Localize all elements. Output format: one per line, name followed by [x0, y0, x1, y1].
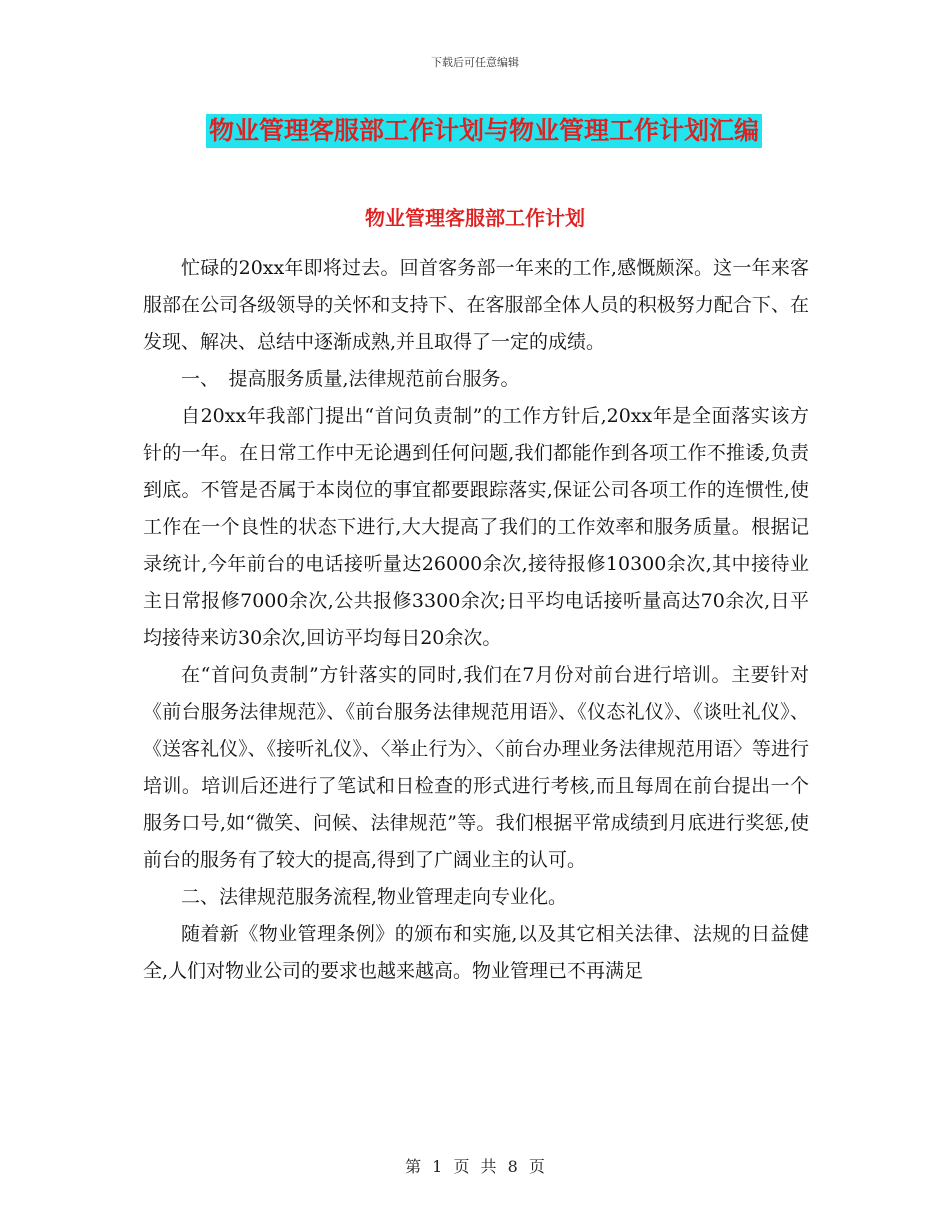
section-title: 物业管理客服部工作计划 [365, 206, 585, 230]
document-body [143, 250, 809, 990]
paragraph: 二、法律规范服务流程,物业管理走向专业化。 [181, 886, 568, 908]
paragraph: 忙碌的20xx年即将过去。回首客务部一年来的工作,感慨颇深。这一年来客服部在公司各级领导的关怀和支持下、在客服部全体人员的积极努力配合下、在发现、解决、总结中逐渐成熟,并且取得了一定的成绩。 [143, 257, 809, 353]
header-note: 下载后可任意编辑 [431, 56, 519, 69]
paragraph: 随着新《物业管理条例》的颁布和实施,以及其它相关法律、法规的日益健全,人们对物业公司的要求也越来越高。物业管理已不再满足 [143, 923, 809, 982]
paragraph: 一、 提高服务质量,法律规范前台服务。 [181, 368, 520, 390]
document-main-title: 物业管理客服部工作计划与物业管理工作计划汇编 [206, 114, 762, 148]
page-number-footer: 第 1 页 共 8 页 [405, 1157, 545, 1176]
paragraph: 在“首问负责制”方针落实的同时,我们在7月份对前台进行培训。主要针对《前台服务法律规范》、《前台服务法律规范用语》、《仪态礼仪》、《谈吐礼仪》、《送客礼仪》、《接听礼仪》、〈举止行为〉、〈前台办理业务法律规范用语〉等进行培训。培训后还进行了笔试和日检查的形式进行考核,而且每周在前台提出一个服务口号,如“微笑、问候、法律规范”等。我们根据平常成绩到月底进行奖惩,使前台的服务有了较大的提高,得到了广阔业主的认可。 [143, 664, 809, 871]
paragraph: 自20xx年我部门提出“首问负责制”的工作方针后,20xx年是全面落实该方针的一年。在日常工作中无论遇到任何问题,我们都能作到各项工作不推诿,负责到底。不管是否属于本岗位的事宜都要跟踪落实,保证公司各项工作的连惯性,使工作在一个良性的状态下进行,大大提高了我们的工作效率和服务质量。根据记录统计,今年前台的电话接听量达26000余次,接待报修10300余次,其中接待业主日常报修7000余次,公共报修3300余次;日平均电话接听量高达70余次,日平均接待来访30余次,回访平均每日20余次。 [143, 405, 809, 649]
